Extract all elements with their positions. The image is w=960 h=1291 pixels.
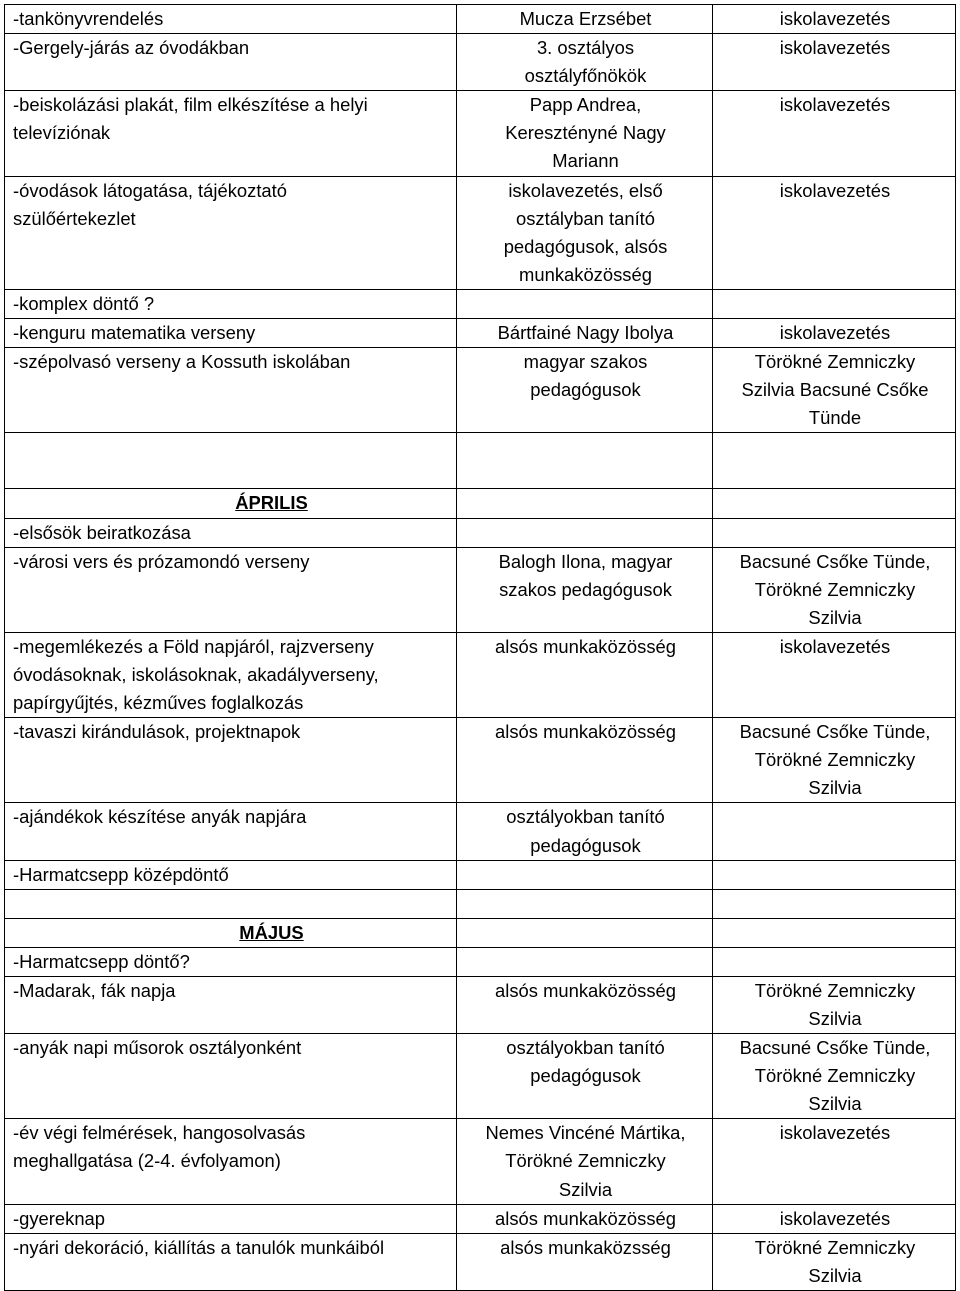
responsible-cell: Papp Andrea, Keresztényné Nagy Mariann bbox=[457, 91, 713, 176]
month-heading-row bbox=[5, 918, 956, 947]
responsible-cell bbox=[457, 947, 713, 976]
table-row bbox=[5, 91, 956, 176]
responsible-cell: Mucza Erzsébet bbox=[457, 5, 713, 34]
oversight-cell bbox=[713, 289, 956, 318]
responsible-cell: Nemes Vincéné Mártika, Törökné Zemniczky Szilvia bbox=[457, 1119, 713, 1204]
empty-cell bbox=[713, 489, 956, 518]
oversight-cell: iskolavezetés bbox=[713, 176, 956, 289]
table-row bbox=[5, 1034, 956, 1119]
oversight-cell bbox=[713, 518, 956, 547]
oversight-cell: iskolavezetés bbox=[713, 34, 956, 91]
activity-cell: -Harmatcsepp döntő? bbox=[5, 947, 457, 976]
table-row bbox=[5, 518, 956, 547]
table-row bbox=[5, 289, 956, 318]
responsible-cell: magyar szakos pedagógusok bbox=[457, 348, 713, 433]
responsible-cell bbox=[457, 860, 713, 889]
oversight-cell: iskolavezetés bbox=[713, 319, 956, 348]
table-row bbox=[5, 34, 956, 91]
activity-cell: -Gergely-járás az óvodákban bbox=[5, 34, 457, 91]
activity-cell: -óvodások látogatása, tájékoztató szülőértekezlet bbox=[5, 176, 457, 289]
table-row bbox=[5, 632, 956, 717]
empty-cell bbox=[457, 433, 713, 489]
activity-cell: -gyereknap bbox=[5, 1204, 457, 1233]
activity-cell: -szépolvasó verseny a Kossuth iskolában bbox=[5, 348, 457, 433]
activity-cell: -Harmatcsepp középdöntő bbox=[5, 860, 457, 889]
oversight-cell: Törökné Zemniczky Szilvia bbox=[713, 1233, 956, 1290]
table-row bbox=[5, 547, 956, 632]
table-row bbox=[5, 803, 956, 860]
responsible-cell: alsós munkaközösség bbox=[457, 1204, 713, 1233]
activity-cell: -anyák napi műsorok osztályonként bbox=[5, 1034, 457, 1119]
oversight-cell: iskolavezetés bbox=[713, 1204, 956, 1233]
activity-cell: -év végi felmérések, hangosolvasás meghallgatása (2-4. évfolyamon) bbox=[5, 1119, 457, 1204]
oversight-cell bbox=[713, 860, 956, 889]
empty-cell bbox=[713, 918, 956, 947]
empty-cell bbox=[5, 433, 457, 489]
table-row bbox=[5, 5, 956, 34]
oversight-cell: Törökné Zemniczky Szilvia bbox=[713, 976, 956, 1033]
table-row bbox=[5, 176, 956, 289]
spacer-row bbox=[5, 889, 956, 918]
oversight-cell: Bacsuné Csőke Tünde, Törökné Zemniczky Szilvia bbox=[713, 718, 956, 803]
responsible-cell: alsós munkaközsség bbox=[457, 1233, 713, 1290]
activity-cell: -tavaszi kirándulások, projektnapok bbox=[5, 718, 457, 803]
responsible-cell: alsós munkaközösség bbox=[457, 718, 713, 803]
month-title-may: MÁJUS bbox=[239, 921, 304, 943]
month-heading-row bbox=[5, 489, 956, 518]
table-row bbox=[5, 1119, 956, 1204]
activity-cell: -nyári dekoráció, kiállítás a tanulók munkáiból bbox=[5, 1233, 457, 1290]
empty-cell bbox=[713, 433, 956, 489]
empty-cell bbox=[5, 889, 457, 918]
responsible-cell: Bártfainé Nagy Ibolya bbox=[457, 319, 713, 348]
activity-cell: -beiskolázási plakát, film elkészítése a helyi televíziónak bbox=[5, 91, 457, 176]
responsible-cell: Balogh Ilona, magyar szakos pedagógusok bbox=[457, 547, 713, 632]
oversight-cell: Törökné Zemniczky Szilvia Bacsuné Csőke Tünde bbox=[713, 348, 956, 433]
empty-cell bbox=[457, 489, 713, 518]
table-row bbox=[5, 319, 956, 348]
table-row bbox=[5, 1233, 956, 1290]
activity-cell: -megemlékezés a Föld napjáról, rajzverseny óvodásoknak, iskolásoknak, akadályverseny, papírgyűjtés, kézműves foglalkozás bbox=[5, 632, 457, 717]
activity-cell: -kenguru matematika verseny bbox=[5, 319, 457, 348]
responsible-cell bbox=[457, 518, 713, 547]
activity-cell: -elsősök beiratkozása bbox=[5, 518, 457, 547]
activity-cell: -ajándékok készítése anyák napjára bbox=[5, 803, 457, 860]
activity-cell: -városi vers és prózamondó verseny bbox=[5, 547, 457, 632]
table-row bbox=[5, 860, 956, 889]
empty-cell bbox=[457, 918, 713, 947]
activity-cell: -Madarak, fák napja bbox=[5, 976, 457, 1033]
table-row bbox=[5, 718, 956, 803]
oversight-cell bbox=[713, 947, 956, 976]
responsible-cell: alsós munkaközösség bbox=[457, 976, 713, 1033]
responsible-cell: 3. osztályos osztályfőnökök bbox=[457, 34, 713, 91]
schedule-table bbox=[4, 4, 956, 1291]
table-row bbox=[5, 976, 956, 1033]
empty-cell bbox=[713, 889, 956, 918]
spacer-row bbox=[5, 433, 956, 489]
responsible-cell bbox=[457, 289, 713, 318]
oversight-cell: iskolavezetés bbox=[713, 5, 956, 34]
responsible-cell: iskolavezetés, első osztályban tanító pedagógusok, alsós munkaközösség bbox=[457, 176, 713, 289]
oversight-cell bbox=[713, 803, 956, 860]
oversight-cell: iskolavezetés bbox=[713, 91, 956, 176]
oversight-cell: Bacsuné Csőke Tünde, Törökné Zemniczky Szilvia bbox=[713, 547, 956, 632]
month-title-april: ÁPRILIS bbox=[235, 492, 308, 514]
month-heading-cell bbox=[5, 918, 457, 947]
activity-cell: -komplex döntő ? bbox=[5, 289, 457, 318]
empty-cell bbox=[457, 889, 713, 918]
oversight-cell: iskolavezetés bbox=[713, 1119, 956, 1204]
responsible-cell: osztályokban tanító pedagógusok bbox=[457, 1034, 713, 1119]
table-row bbox=[5, 947, 956, 976]
month-heading-cell bbox=[5, 489, 457, 518]
responsible-cell: osztályokban tanító pedagógusok bbox=[457, 803, 713, 860]
schedule-body bbox=[5, 5, 956, 1291]
table-row bbox=[5, 1204, 956, 1233]
table-row bbox=[5, 348, 956, 433]
activity-cell: -tankönyvrendelés bbox=[5, 5, 457, 34]
responsible-cell: alsós munkaközösség bbox=[457, 632, 713, 717]
oversight-cell: Bacsuné Csőke Tünde, Törökné Zemniczky Szilvia bbox=[713, 1034, 956, 1119]
oversight-cell: iskolavezetés bbox=[713, 632, 956, 717]
